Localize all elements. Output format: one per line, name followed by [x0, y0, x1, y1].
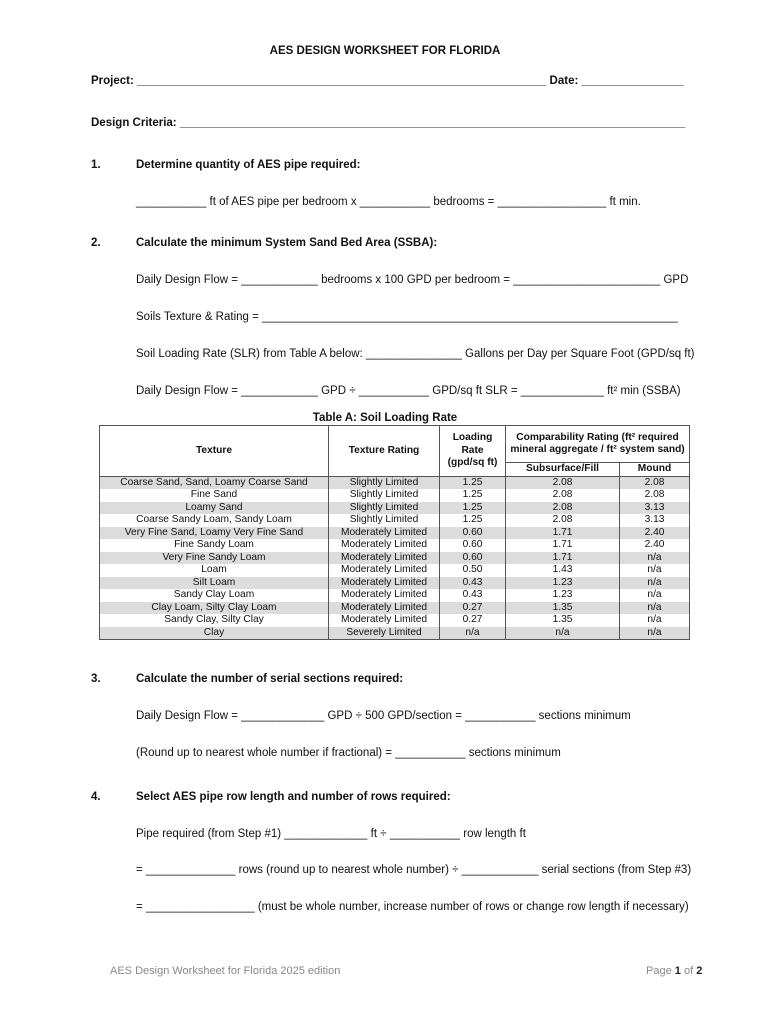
step-2-slr-line: Soil Loading Rate (SLR) from Table A below: _______________ Gallons per Day per Square Foot (GPD/sq ft) [136, 348, 695, 360]
cell-mound: 2.08 [620, 476, 690, 489]
page-of: of [683, 965, 694, 977]
cell-mound: 3.13 [620, 514, 690, 527]
table-row [100, 627, 690, 640]
step-3-roundup-line: (Round up to nearest whole number if fractional) = ___________ sections minimum [136, 747, 561, 759]
cell-loading-rate: 1.25 [440, 514, 506, 527]
cell-subsurface: 2.08 [506, 476, 620, 489]
cell-mound: 2.40 [620, 539, 690, 552]
page-current: 1 [674, 965, 681, 977]
step-4-heading: Select AES pipe row length and number of rows required: [136, 791, 451, 803]
cell-loading-rate: 0.43 [440, 577, 506, 590]
cell-texture: Clay Loam, Silty Clay Loam [100, 602, 329, 615]
step-4-pipe-line: Pipe required (from Step #1) _____________ ft ÷ ___________ row length ft [136, 828, 526, 840]
cell-subsurface: 2.08 [506, 489, 620, 502]
table-row [100, 589, 690, 602]
cell-subsurface: 1.23 [506, 577, 620, 590]
cell-mound: n/a [620, 614, 690, 627]
cell-subsurface: 1.71 [506, 539, 620, 552]
step-4-result-line: = _________________ (must be whole number, increase number of rows or change row length if necessary) [136, 901, 689, 913]
cell-rating: Moderately Limited [329, 527, 440, 540]
cell-rating: Moderately Limited [329, 539, 440, 552]
cell-texture: Silt Loam [100, 577, 329, 590]
step-1-formula: ___________ ft of AES pipe per bedroom x ___________ bedrooms = _________________ ft min. [136, 196, 641, 208]
cell-subsurface: 1.35 [506, 602, 620, 615]
step-2-heading: Calculate the minimum System Sand Bed Area (SSBA): [136, 237, 438, 249]
cell-rating: Severely Limited [329, 627, 440, 640]
step-4-number: 4. [91, 791, 101, 803]
step-2-soil-texture-line: Soils Texture & Rating = _________________________________________________________________ [136, 311, 678, 323]
cell-loading-rate: 1.25 [440, 476, 506, 489]
cell-mound: n/a [620, 552, 690, 565]
cell-loading-rate: 0.43 [440, 589, 506, 602]
cell-rating: Moderately Limited [329, 602, 440, 615]
cell-subsurface: n/a [506, 627, 620, 640]
cell-rating: Moderately Limited [329, 552, 440, 565]
table-row [100, 527, 690, 540]
cell-loading-rate: 0.60 [440, 552, 506, 565]
cell-rating: Moderately Limited [329, 577, 440, 590]
design-criteria-line: Design Criteria: _______________________________________________________________________________ [91, 117, 686, 129]
table-row [100, 489, 690, 502]
cell-mound: 2.08 [620, 489, 690, 502]
cell-mound: n/a [620, 564, 690, 577]
cell-rating: Slightly Limited [329, 514, 440, 527]
cell-texture: Coarse Sand, Sand, Loamy Coarse Sand [100, 476, 329, 489]
cell-loading-rate: 0.27 [440, 614, 506, 627]
cell-subsurface: 2.08 [506, 514, 620, 527]
cell-texture: Loamy Sand [100, 502, 329, 515]
cell-mound: n/a [620, 627, 690, 640]
cell-loading-rate: 1.25 [440, 502, 506, 515]
cell-subsurface: 1.43 [506, 564, 620, 577]
cell-loading-rate: 0.60 [440, 539, 506, 552]
cell-loading-rate: 0.27 [440, 602, 506, 615]
project-date-line: Project: ________________________________________________________________ Date: ________________ [91, 75, 684, 87]
cell-subsurface: 1.35 [506, 614, 620, 627]
table-caption: Table A: Soil Loading Rate [312, 412, 458, 424]
step-3-sections-line: Daily Design Flow = _____________ GPD ÷ 500 GPD/section = ___________ sections minimum [136, 710, 631, 722]
cell-texture: Sandy Clay, Silty Clay [100, 614, 329, 627]
page-title: AES DESIGN WORKSHEET FOR FLORIDA [269, 45, 501, 57]
page-total: 2 [696, 965, 703, 977]
cell-loading-rate: 0.60 [440, 527, 506, 540]
cell-loading-rate: n/a [440, 627, 506, 640]
cell-subsurface: 1.71 [506, 552, 620, 565]
cell-loading-rate: 1.25 [440, 489, 506, 502]
cell-subsurface: 2.08 [506, 502, 620, 515]
cell-mound: n/a [620, 577, 690, 590]
cell-texture: Fine Sandy Loam [100, 539, 329, 552]
cell-texture: Very Fine Sand, Loamy Very Fine Sand [100, 527, 329, 540]
cell-rating: Slightly Limited [329, 476, 440, 489]
cell-mound: n/a [620, 602, 690, 615]
cell-texture: Sandy Clay Loam [100, 589, 329, 602]
cell-subsurface: 1.23 [506, 589, 620, 602]
cell-rating: Moderately Limited [329, 614, 440, 627]
step-1-heading: Determine quantity of AES pipe required: [136, 159, 361, 171]
step-3-heading: Calculate the number of serial sections required: [136, 673, 404, 685]
header-texture: Texture [100, 426, 329, 477]
step-3-number: 3. [91, 673, 101, 685]
step-4-rows-line: = ______________ rows (round up to nearest whole number) ÷ ____________ serial sections (from Step #3) [136, 864, 692, 876]
cell-rating: Moderately Limited [329, 564, 440, 577]
header-loading-rate: Loading Rate (gpd/sq ft) [440, 426, 506, 477]
table-row [100, 564, 690, 577]
cell-mound: n/a [620, 589, 690, 602]
table-row [100, 614, 690, 627]
table-row [100, 502, 690, 515]
page-number [646, 965, 702, 977]
step-2-ssba-line: Daily Design Flow = ____________ GPD ÷ ___________ GPD/sq ft SLR = _____________ ft² min (SSBA) [136, 385, 681, 397]
header-mound: Mound [620, 463, 690, 477]
footer-edition: AES Design Worksheet for Florida 2025 edition [110, 965, 341, 977]
cell-mound: 2.40 [620, 527, 690, 540]
table-row [100, 514, 690, 527]
step-2-number: 2. [91, 237, 101, 249]
table-row [100, 577, 690, 590]
header-comparability-rating: Comparability Rating (ft² required mineral aggregate / ft² system sand) [506, 426, 690, 463]
cell-texture: Fine Sand [100, 489, 329, 502]
table-row [100, 476, 690, 489]
table-row [100, 552, 690, 565]
cell-texture: Clay [100, 627, 329, 640]
cell-texture: Coarse Sandy Loam, Sandy Loam [100, 514, 329, 527]
page-word: Page [646, 965, 672, 977]
cell-texture: Very Fine Sandy Loam [100, 552, 329, 565]
header-subsurface-fill: Subsurface/Fill [506, 463, 620, 477]
cell-subsurface: 1.71 [506, 527, 620, 540]
header-texture-rating: Texture Rating [329, 426, 440, 477]
cell-rating: Moderately Limited [329, 589, 440, 602]
cell-rating: Slightly Limited [329, 502, 440, 515]
step-1-number: 1. [91, 159, 101, 171]
table-row [100, 539, 690, 552]
table-row [100, 602, 690, 615]
cell-mound: 3.13 [620, 502, 690, 515]
step-2-daily-flow-line: Daily Design Flow = ____________ bedrooms x 100 GPD per bedroom = _______________________ GPD [136, 274, 689, 286]
soil-loading-rate-table [99, 425, 690, 640]
cell-rating: Slightly Limited [329, 489, 440, 502]
cell-texture: Loam [100, 564, 329, 577]
cell-loading-rate: 0.50 [440, 564, 506, 577]
